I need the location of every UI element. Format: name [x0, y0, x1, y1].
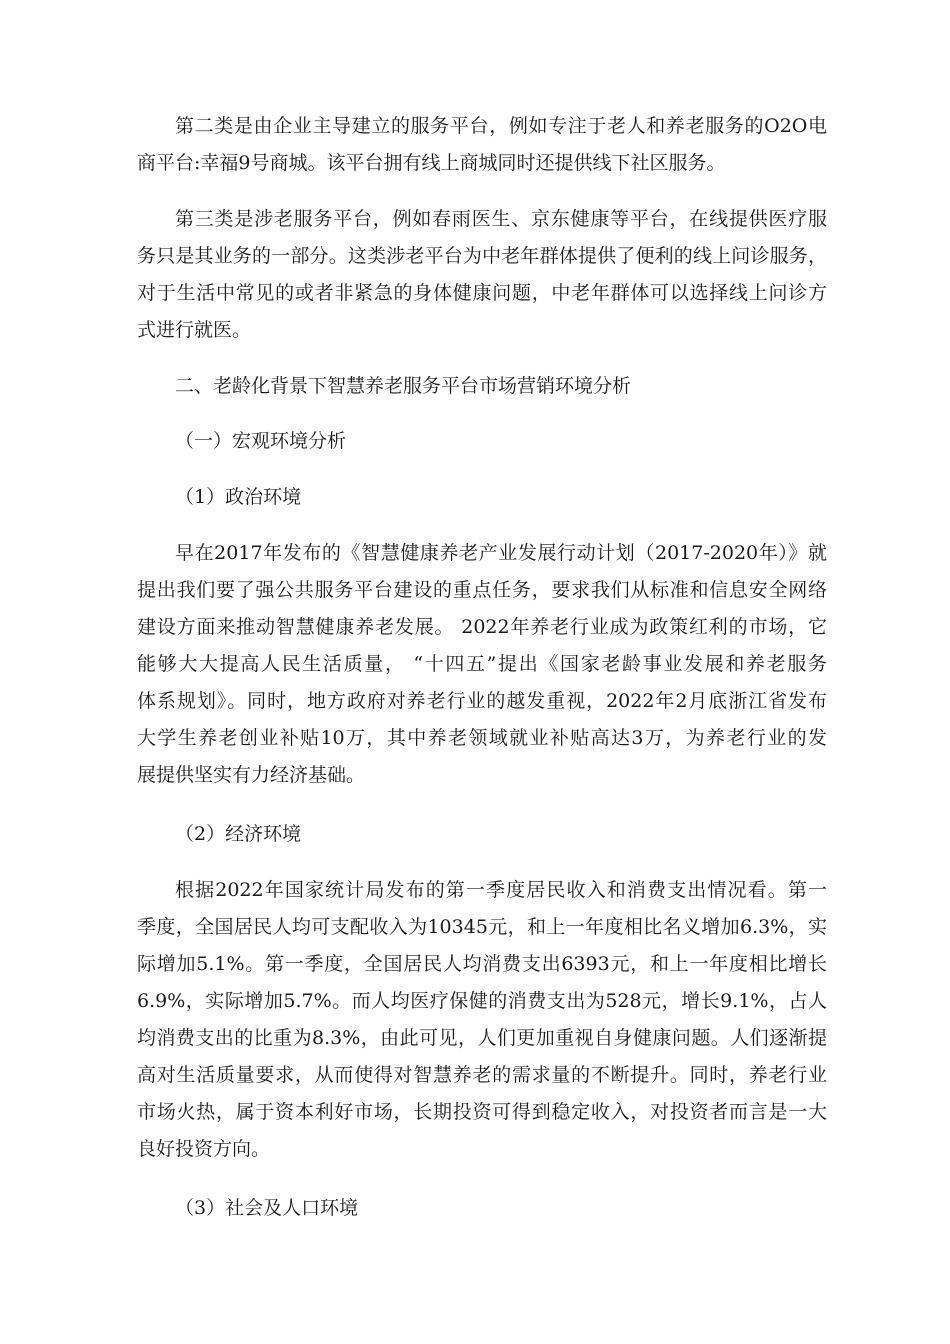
subsubsection-heading-political: （1）政治环境: [175, 486, 302, 508]
paragraph-line: 良好投资方向。: [137, 1138, 271, 1160]
paragraph-line: 建设方面来推动智慧健康养老发展。 2022年养老行业成为政策红利的市场，它: [137, 616, 827, 638]
paragraph-line: 能够大大提高人民生活质量， “十四五”提出《国家老龄事业发展和养老服务: [137, 653, 827, 675]
paragraph-line: 均消费支出的比重为8.3%，由此可见，人们更加重视自身健康问题。人们逐渐提: [137, 1027, 827, 1049]
paragraph-line: 展提供坚实有力经济基础。: [137, 764, 366, 786]
paragraph-line: 第三类是涉老服务平台，例如春雨医生、京东健康等平台，在线提供医疗服: [175, 208, 827, 230]
paragraph-line: 际增加5.1%。第一季度，全国居民人均消费支出6393元，和上一年度相比增长: [137, 953, 827, 975]
paragraph-political-environment: [137, 535, 827, 794]
paragraph-line: 第二类是由企业主导建立的服务平台，例如专注于老人和养老服务的O2O电: [175, 115, 827, 137]
paragraph-line: 根据2022年国家统计局发布的第一季度居民收入和消费支出情况看。第一: [175, 879, 827, 901]
paragraph-line: 体系规划》。同时，地方政府对养老行业的越发重视，2022年2月底浙江省发布: [137, 690, 827, 712]
subsubsection-heading-social: （3）社会及人口环境: [175, 1197, 359, 1219]
paragraph-line: 务只是其业务的一部分。这类涉老平台为中老年群体提供了便利的线上问诊服务，: [137, 245, 827, 267]
paragraph-health-platform: [137, 201, 827, 349]
paragraph-line: 早在2017年发布的《智慧健康养老产业发展行动计划（2017-2020年）》就: [175, 542, 827, 564]
paragraph-line: 季度，全国居民人均可支配收入为10345元，和上一年度相比名义增加6.3%，实: [137, 916, 827, 938]
subsubsection-heading-economic: （2）经济环境: [175, 823, 302, 845]
paragraph-o2o-platform: [137, 108, 827, 182]
paragraph-economic-environment: [137, 872, 827, 1168]
paragraph-line: 提出我们要了强公共服务平台建设的重点任务，要求我们从标准和信息安全网络: [137, 579, 827, 601]
paragraph-line: 高对生活质量要求，从而使得对智慧养老的需求量的不断提升。同时，养老行业: [137, 1064, 827, 1086]
paragraph-line: 大学生养老创业补贴10万，其中养老领域就业补贴高达3万，为养老行业的发: [137, 727, 827, 749]
paragraph-line: 对于生活中常见的或者非紧急的身体健康问题，中老年群体可以选择线上问诊方: [137, 282, 827, 304]
paragraph-line: 式进行就医。: [137, 319, 252, 341]
paragraph-line: 市场火热，属于资本利好市场，长期投资可得到稳定收入，对投资者而言是一大: [137, 1101, 827, 1123]
subsection-heading: （一）宏观环境分析: [175, 430, 347, 452]
paragraph-line: 6.9%，实际增加5.7%。而人均医疗保健的消费支出为528元，增长9.1%，占人: [137, 990, 827, 1012]
section-heading: 二、老龄化背景下智慧养老服务平台市场营销环境分析: [175, 375, 632, 397]
paragraph-line: 商平台:幸福9号商城。该平台拥有线上商城同时还提供线下社区服务。: [137, 152, 726, 174]
